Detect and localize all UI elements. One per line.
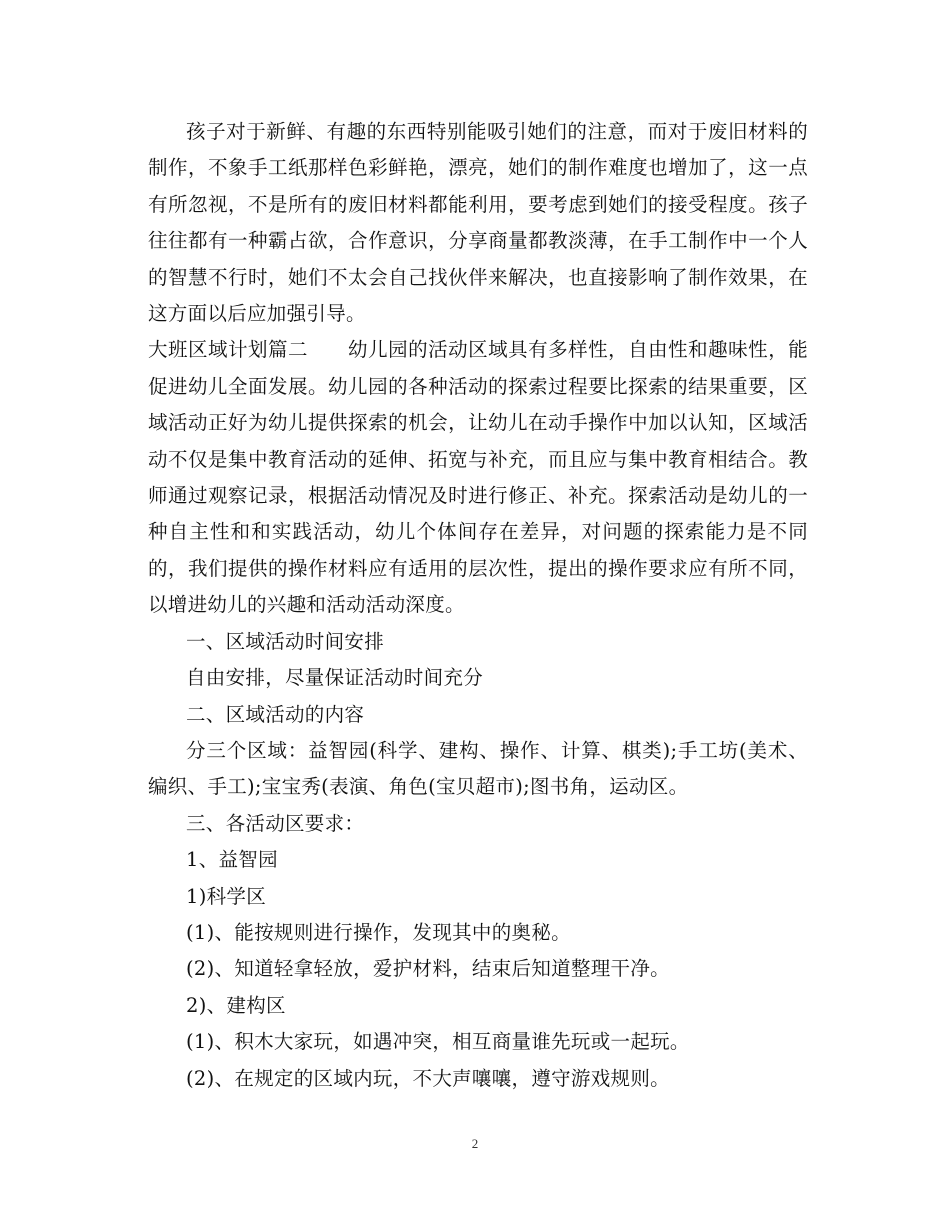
heading-activity-content: 二、区域活动的内容 xyxy=(186,702,365,726)
heading-puzzle-garden: 1、益智园 xyxy=(186,848,278,872)
list-item-construction-1: (1)、积木大家玩，如遇冲突，相互商量谁先玩或一起玩。 xyxy=(186,1030,690,1054)
heading-time-arrangement: 一、区域活动时间安排 xyxy=(186,629,385,653)
page-number: 2 xyxy=(471,1136,479,1151)
heading-area-requirements: 三、各活动区要求： xyxy=(186,811,365,835)
heading-construction-area: 2)、建构区 xyxy=(186,993,286,1017)
heading-science-area: 1)科学区 xyxy=(186,884,267,908)
list-item-science-2: (2)、知道轻拿轻放，爱护材料，结束后知道整理干净。 xyxy=(186,957,670,981)
list-item-science-1: (1)、能按规则进行操作，发现其中的奥秘。 xyxy=(186,920,571,944)
paragraph-plan-two-intro: 大班区域计划篇二 幼儿园的活动区域具有多样性，自由性和趣味性，能促进幼儿全面发展。幼儿园的各种活动的探索过程要比探索的结果重要，区域活动正好为幼儿提供探索的机会，让幼儿在动手操作中加以认知，区域活动不仅是集中教育活动的延伸、拓宽与补充，而且应与集中教育相结合。教师通过观察记录，根据活动情况及时进行修正、补充。探索活动是幼儿的一种自主性和和实践活动，幼儿个体间存在差异，对问题的探索能力是不同的，我们提供的操作材料应有适用的层次性，提出的操作要求应有所不同，以增进幼儿的兴趣和活动活动深度。 xyxy=(148,338,808,617)
document-body xyxy=(148,114,808,1097)
paragraph-reflection: 孩子对于新鲜、有趣的东西特别能吸引她们的注意，而对于废旧材料的制作，不象手工纸那样色彩鲜艳，漂亮，她们的制作难度也增加了，这一点有所忽视，不是所有的废旧材料都能利用，要考虑到她们的接受程度。孩子往往都有一种霸占欲，合作意识，分享商量都教淡薄，在手工制作中一个人的智慧不行时，她们不太会自己找伙伴来解决，也直接影响了制作效果，在这方面以后应加强引导。 xyxy=(148,120,808,326)
paragraph-time-arrangement: 自由安排，尽量保证活动时间充分 xyxy=(186,666,484,690)
list-item-construction-2: (2)、在规定的区域内玩，不大声嚷嚷，遵守游戏规则。 xyxy=(186,1066,670,1090)
paragraph-activity-content: 分三个区域：益智园(科学、建构、操作、计算、棋类);手工坊(美术、编织、手工);宝宝秀(表演、角色(宝贝超市);图书角，运动区。 xyxy=(148,738,808,799)
